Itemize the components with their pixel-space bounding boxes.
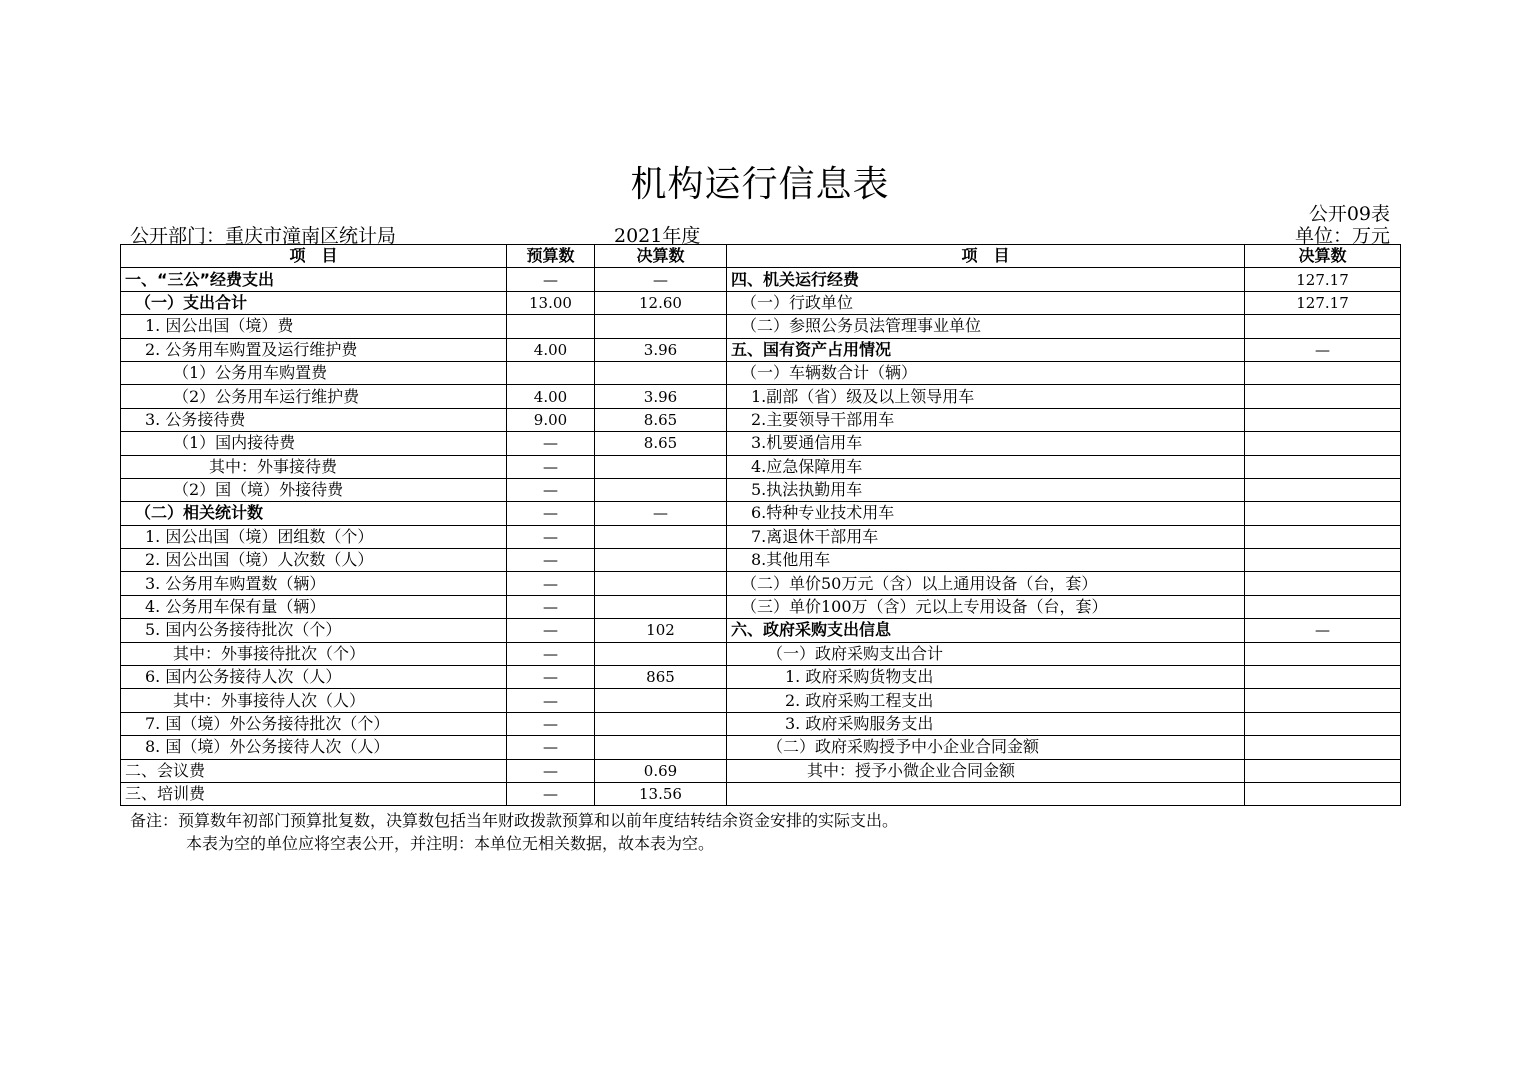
row-item-right: （二）单价50万元（含）以上通用设备（台，套） [727,572,1245,595]
row-item-left: 7. 国（境）外公务接待批次（个） [121,712,507,735]
row-item-right: 其中：授予小微企业合同金额 [727,759,1245,782]
table-row [121,361,1401,384]
row-final-left [595,315,727,338]
row-budget: — [507,759,595,782]
table-row [121,455,1401,478]
header-item-right: 项 目 [727,245,1245,268]
row-budget: — [507,572,595,595]
row-budget: — [507,549,595,572]
table-row [121,291,1401,314]
row-final-left: 865 [595,666,727,689]
row-final-left [595,455,727,478]
form-number: 公开09表 [1308,203,1390,225]
row-final-left [595,525,727,548]
row-item-right: （二）政府采购授予中小企业合同金额 [727,736,1245,759]
header-item-left: 项 目 [121,245,507,268]
row-item-left: 二、会议费 [121,759,507,782]
row-item-right: 2.主要领导干部用车 [727,408,1245,431]
table-row [121,478,1401,501]
row-final-left [595,549,727,572]
row-item-left: 1. 因公出国（境）团组数（个） [121,525,507,548]
row-item-left: 6. 国内公务接待人次（人） [121,666,507,689]
table-row [121,619,1401,642]
row-final-right [1245,572,1401,595]
notes [130,809,898,855]
table-row [121,502,1401,525]
table-row [121,595,1401,618]
page-title: 机构运行信息表 [630,164,890,205]
row-budget: — [507,689,595,712]
row-item-left: 3. 公务用车购置数（辆） [121,572,507,595]
row-item-left: 2. 因公出国（境）人次数（人） [121,549,507,572]
unit-label: 单位：万元 [1294,225,1390,247]
row-final-left: — [595,502,727,525]
row-budget: — [507,712,595,735]
table-row [121,338,1401,361]
table-row [121,782,1401,805]
row-item-right: 8.其他用车 [727,549,1245,572]
meta-row [130,221,1390,245]
row-item-left: （二）相关统计数 [121,502,507,525]
info-table [120,244,1401,806]
row-budget: — [507,595,595,618]
row-final-right [1245,385,1401,408]
row-item-right: （三）单价100万（含）元以上专用设备（台，套） [727,595,1245,618]
row-budget: 4.00 [507,338,595,361]
row-budget: 4.00 [507,385,595,408]
row-item-right: 五、国有资产占用情况 [727,338,1245,361]
row-final-left: 8.65 [595,432,727,455]
row-final-right [1245,782,1401,805]
row-final-left [595,361,727,384]
row-item-left: 三、培训费 [121,782,507,805]
row-item-right: 1. 政府采购货物支出 [727,666,1245,689]
row-item-left: 一、“三公”经费支出 [121,268,507,291]
row-item-left: 3. 公务接待费 [121,408,507,431]
row-budget: — [507,432,595,455]
row-budget: — [507,619,595,642]
table-row [121,572,1401,595]
row-final-right [1245,315,1401,338]
row-budget: — [507,502,595,525]
row-final-left [595,595,727,618]
row-item-right: （一）行政单位 [727,291,1245,314]
table-row [121,759,1401,782]
table-row [121,666,1401,689]
row-budget [507,361,595,384]
row-item-left: 8. 国（境）外公务接待人次（人） [121,736,507,759]
row-final-right: 127.17 [1245,268,1401,291]
row-item-right: 6.特种专业技术用车 [727,502,1245,525]
row-item-right: 3.机要通信用车 [727,432,1245,455]
table-row [121,268,1401,291]
table-row [121,736,1401,759]
table-row [121,385,1401,408]
row-final-right [1245,478,1401,501]
row-budget: 9.00 [507,408,595,431]
row-item-right: 四、机关运行经费 [727,268,1245,291]
row-final-right [1245,361,1401,384]
row-final-left: 0.69 [595,759,727,782]
row-final-right [1245,712,1401,735]
row-item-right [727,782,1245,805]
row-final-left: — [595,268,727,291]
note-line-2: 本表为空的单位应将空表公开，并注明：本单位无相关数据，故本表为空。 [186,834,715,853]
row-item-left: 其中：外事接待批次（个） [121,642,507,665]
row-final-right [1245,759,1401,782]
row-final-right: 127.17 [1245,291,1401,314]
row-item-left: 4. 公务用车保有量（辆） [121,595,507,618]
table-row [121,549,1401,572]
row-final-right [1245,736,1401,759]
row-final-left: 8.65 [595,408,727,431]
row-budget: — [507,478,595,501]
table-row [121,432,1401,455]
row-item-left: （一）支出合计 [121,291,507,314]
row-item-left: （2）国（境）外接待费 [121,478,507,501]
row-final-left [595,572,727,595]
row-final-left [595,712,727,735]
row-final-right [1245,455,1401,478]
row-final-left: 3.96 [595,385,727,408]
row-budget: — [507,455,595,478]
table-row [121,315,1401,338]
row-final-right [1245,666,1401,689]
row-budget: — [507,642,595,665]
row-final-right: — [1245,338,1401,361]
row-final-right [1245,549,1401,572]
table-header-row [121,245,1401,268]
row-final-left [595,478,727,501]
table-row [121,408,1401,431]
row-item-right: （一）政府采购支出合计 [727,642,1245,665]
row-final-left: 3.96 [595,338,727,361]
row-final-right [1245,689,1401,712]
row-item-left: 其中：外事接待费 [121,455,507,478]
row-final-left [595,736,727,759]
row-budget: 13.00 [507,291,595,314]
year-label: 2021年度 [614,225,701,247]
row-budget [507,315,595,338]
row-item-right: 7.离退休干部用车 [727,525,1245,548]
row-budget: — [507,782,595,805]
row-final-left: 102 [595,619,727,642]
header-final-right: 决算数 [1245,245,1401,268]
row-budget: — [507,666,595,689]
row-item-left: 2. 公务用车购置及运行维护费 [121,338,507,361]
row-item-right: 4.应急保障用车 [727,455,1245,478]
row-item-right: 1.副部（省）级及以上领导用车 [727,385,1245,408]
row-item-right: （二）参照公务员法管理事业单位 [727,315,1245,338]
header-budget: 预算数 [507,245,595,268]
row-item-left: 5. 国内公务接待批次（个） [121,619,507,642]
row-final-left: 12.60 [595,291,727,314]
row-final-right: — [1245,619,1401,642]
row-final-left [595,689,727,712]
row-item-left: （1）国内接待费 [121,432,507,455]
row-final-right [1245,432,1401,455]
note-line-1: 备注：预算数年初部门预算批复数，决算数包括当年财政拨款预算和以前年度结转结余资金安排的实际支出。 [130,811,899,830]
header-final-left: 决算数 [595,245,727,268]
table-row [121,525,1401,548]
row-final-left: 13.56 [595,782,727,805]
row-item-right: 3. 政府采购服务支出 [727,712,1245,735]
row-budget: — [507,268,595,291]
row-item-left: 1. 因公出国（境）费 [121,315,507,338]
row-final-right [1245,408,1401,431]
row-item-right: 六、政府采购支出信息 [727,619,1245,642]
row-final-right [1245,525,1401,548]
row-final-right [1245,642,1401,665]
row-final-right [1245,595,1401,618]
row-item-left: 其中：外事接待人次（人） [121,689,507,712]
row-item-right: 5.执法执勤用车 [727,478,1245,501]
table-row [121,712,1401,735]
row-budget: — [507,525,595,548]
table-row [121,689,1401,712]
row-budget: — [507,736,595,759]
row-item-left: （2）公务用车运行维护费 [121,385,507,408]
row-item-right: （一）车辆数合计（辆） [727,361,1245,384]
row-item-left: （1）公务用车购置费 [121,361,507,384]
department-label: 公开部门：重庆市潼南区统计局 [130,225,397,247]
row-final-right [1245,502,1401,525]
row-item-right: 2. 政府采购工程支出 [727,689,1245,712]
row-final-left [595,642,727,665]
table-row [121,642,1401,665]
